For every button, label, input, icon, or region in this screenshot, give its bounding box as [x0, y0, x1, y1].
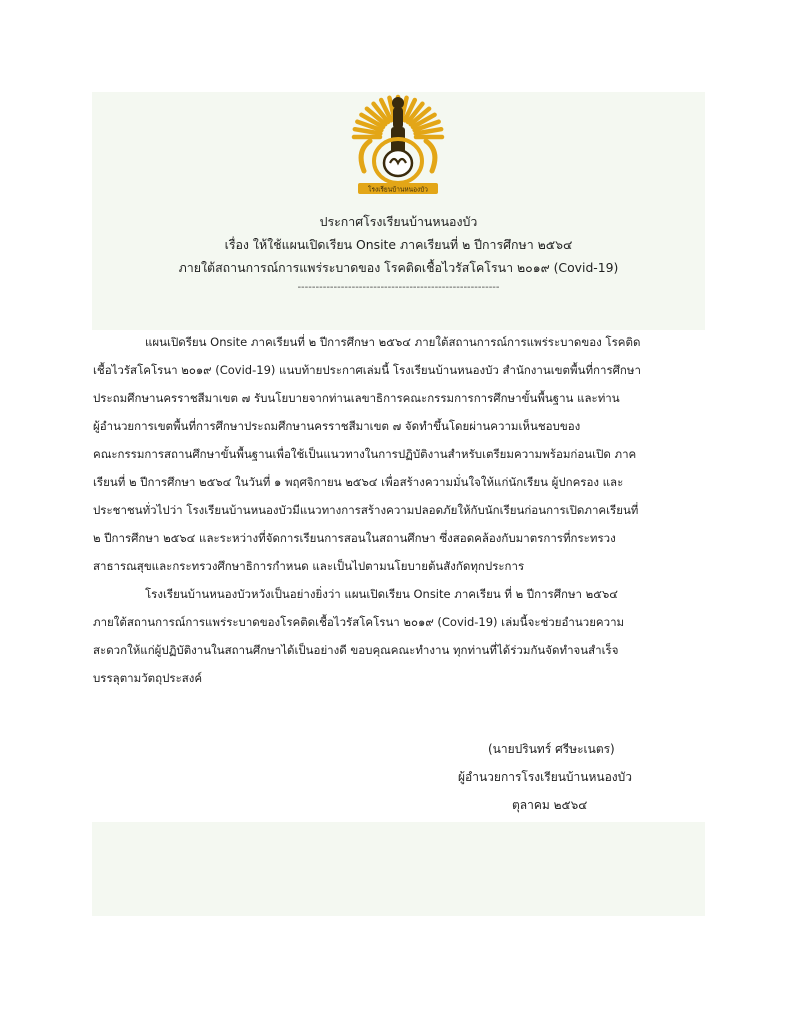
signer-name: (นายปรินทร์ ศรีษะเนตร) — [488, 742, 615, 756]
body-line: สะดวกให้แก่ผู้ปฏิบัติงานในสถานศึกษาได้เป็นอย่างดี ขอบคุณคณะทำงาน ทุกท่านที่ได้ร่วมกันจัดทำจนสำเร็จ — [93, 643, 619, 657]
body-line: แผนเปิดรียน Onsite ภาคเรียนที่ ๒ ปีการศึกษา ๒๕๖๔ ภายใต้สถานการณ์การแพร่ระบาดของ โรคติด — [145, 335, 641, 349]
announcement-date: ตุลาคม ๒๕๖๔ — [512, 798, 588, 812]
body-line: ประถมศึกษานครราชสีมาเขต ๗ รับนโยบายจากท่านเลขาธิการคณะกรรมการการศึกษาขั้นพื้นฐาน และท่าน — [93, 391, 620, 405]
announcement-body — [93, 328, 641, 692]
body-line: ผู้อำนวยการเขตพื้นที่การศึกษาประถมศึกษานครราชสีมาเขต ๗ จัดทำขึ้นโดยผ่านความเห็นชอบของ — [93, 419, 581, 433]
body-line: โรงเรียนบ้านหนองบัวหวังเป็นอย่างยิ่งว่า แผนเปิดเรียน Onsite ภาคเรียน ที่ ๒ ปีการศึกษา ๒๕๖๔ — [145, 587, 618, 601]
announcement-context: ภายใต้สถานการณ์การแพร่ระบาดของ โรคติดเชื้อไวรัสโคโรนา ๒๐๑๙ (Covid-19) — [178, 260, 619, 275]
body-line: เชื้อไวรัสโคโรนา ๒๐๑๙ (Covid-19) แนบท้ายประกาศเล่มนี้ โรงเรียนบ้านหนองบัว สำนักงานเขตพื้นที่การศึกษา — [93, 363, 641, 377]
body-line: สาธารณสุขและกระทรวงศึกษาธิการกำหนด และเป็นไปตามนโยบายต้นสังกัดทุกประการ — [93, 559, 525, 573]
logo-caption: โรงเรียนบ้านหนองบัว — [368, 185, 428, 194]
page-title: ประกาศโรงเรียนบ้านหนองบัว — [319, 214, 478, 229]
body-line: คณะกรรมการสถานศึกษาขั้นพื้นฐานเพื่อใช้เป็นแนวทางในการปฏิบัติงานสำหรับเตรียมความพร้อมก่อนเปิด ภาค — [93, 447, 637, 461]
announcement-subject: เรื่อง ให้ใช้แผนเปิดเรียน Onsite ภาคเรียนที่ ๒ ปีการศึกษา ๒๕๖๔ — [224, 237, 573, 252]
signer-position: ผู้อำนวยการโรงเรียนบ้านหนองบัว — [458, 770, 633, 784]
body-line: ๒ ปีการศึกษา ๒๕๖๔ และระหว่างที่จัดการเรียนการสอนในสถานศึกษา ซึ่งสอดคล้องกับมาตรการที่กระทรวง — [93, 531, 616, 545]
school-emblem-icon — [340, 93, 456, 197]
announcement-header — [92, 210, 705, 295]
body-line: ภายใต้สถานการณ์การแพร่ระบาดของโรคติดเชื้อไวรัสโคโรนา ๒๐๑๙ (Covid-19) เล่มนี้จะช่วยอำนวยความ — [93, 615, 625, 629]
body-line: ประชาชนทั่วไปว่า โรงเรียนบ้านหนองบัวมีแนวทางการสร้างความปลอดภัยให้กับนักเรียนก่อนการเปิดภาคเรียนที่ — [93, 503, 639, 517]
body-line: เรียนที่ ๒ ปีการศึกษา ๒๕๖๔ ในวันที่ ๑ พฤศจิกายน ๒๕๖๔ เพื่อสร้างความมั่นใจให้แก่นักเรียน ผู้ปกครอง และ — [93, 475, 624, 489]
footer-background — [92, 822, 705, 916]
header-divider: -------------------------------------------------------- — [297, 282, 500, 293]
body-line: บรรลุตามวัตถุประสงค์ — [93, 671, 203, 685]
